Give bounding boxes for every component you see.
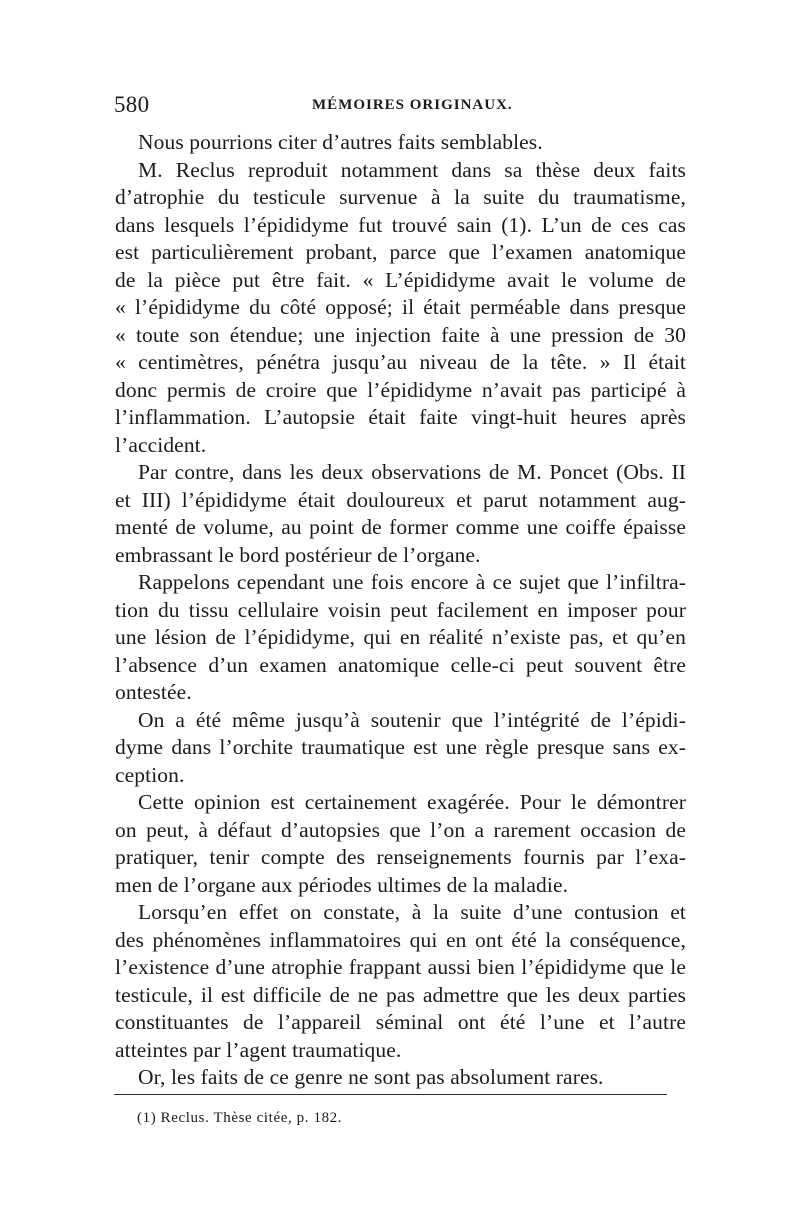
text-line: l’accident.	[115, 432, 207, 457]
text-line: l’existence d’une atrophie frappant aussi bien l’épididyme que le	[115, 955, 686, 979]
text-line: dyme dans l’orchite traumatique est une règle presque sans ex-	[115, 735, 686, 759]
text-line: de la pièce put être fait. « L’épididyme avait le volume de	[115, 267, 686, 292]
text-line: Lorsqu’en effet on constate, à la suite d’une contusion et	[138, 900, 686, 924]
text-line: d’atrophie du testicule survenue à la suite du traumatisme,	[115, 185, 686, 209]
text-line: pratiquer, tenir compte des renseignements fournis par l’exa-	[115, 845, 686, 869]
text-line: Or, les faits de ce genre ne sont pas absolument rares.	[138, 1065, 604, 1089]
text-line: M. Reclus reproduit notamment dans sa thèse deux faits	[138, 157, 686, 182]
text-line: on peut, à défaut d’autopsies que l’on a rarement occasion de	[115, 817, 686, 842]
text-line: « centimètres, pénétra jusqu’au niveau de la tête. » Il était	[115, 350, 686, 374]
running-head	[114, 92, 686, 122]
text-line: men de l’organe aux périodes ultimes de la maladie.	[115, 872, 569, 897]
text-line: testicule, il est difficile de ne pas admettre que les deux parties	[115, 982, 686, 1007]
text-line: l’inflammation. L’autopsie était faite vingt-huit heures après	[115, 405, 686, 429]
text-line: dans lesquels l’épididyme fut trouvé sain (1). L’un de ces cas	[115, 212, 686, 237]
footnote-divider	[114, 1094, 667, 1095]
text-line: l’absence d’un examen anatomique celle-ci peut souvent être	[115, 652, 686, 677]
text-line: Nous pourrions citer d’autres faits semblables.	[138, 130, 543, 154]
body-text	[115, 129, 686, 1092]
text-line: constituantes de l’appareil séminal ont été l’une et l’autre	[115, 1010, 686, 1034]
running-title: MÉMOIRES ORIGINAUX.	[312, 97, 513, 113]
text-line: est particulièrement probant, parce que l’examen anatomique	[115, 240, 686, 264]
text-line: « l’épididyme du côté opposé; il était perméable dans presque	[115, 295, 686, 319]
text-line: donc permis de croire que l’épididyme n’avait pas participé à	[115, 377, 686, 402]
text-line: atteintes par l’agent traumatique.	[115, 1037, 402, 1062]
text-line: ception.	[115, 762, 185, 787]
text-line: tion du tissu cellulaire voisin peut facilement en imposer pour	[115, 597, 686, 622]
footnote: (1) Reclus. Thèse citée, p. 182.	[137, 1110, 343, 1126]
text-line: On a été même jusqu’à soutenir que l’intégrité de l’épidi-	[138, 707, 686, 732]
text-line: Rappelons cependant une fois encore à ce sujet que l’infiltra-	[138, 570, 686, 594]
text-line: et III) l’épididyme était douloureux et parut notamment aug-	[115, 487, 686, 512]
page-number: 580	[114, 92, 150, 117]
text-line: une lésion de l’épididyme, qui en réalité n’existe pas, et qu’en	[115, 625, 686, 649]
text-line: des phénomènes inflammatoires qui en ont été la conséquence,	[115, 927, 686, 952]
text-line: embrassant le bord postérieur de l’organe.	[115, 542, 481, 567]
text-line: Cette opinion est certainement exagérée. Pour le démontrer	[138, 790, 686, 814]
text-line: Par contre, dans les deux observations de M. Poncet (Obs. II	[138, 460, 686, 484]
text-line: menté de volume, au point de former comme une coiffe épaisse	[115, 515, 686, 539]
text-line: « toute son étendue; une injection faite à une pression de 30	[115, 322, 686, 347]
text-line: ontestée.	[115, 680, 192, 704]
